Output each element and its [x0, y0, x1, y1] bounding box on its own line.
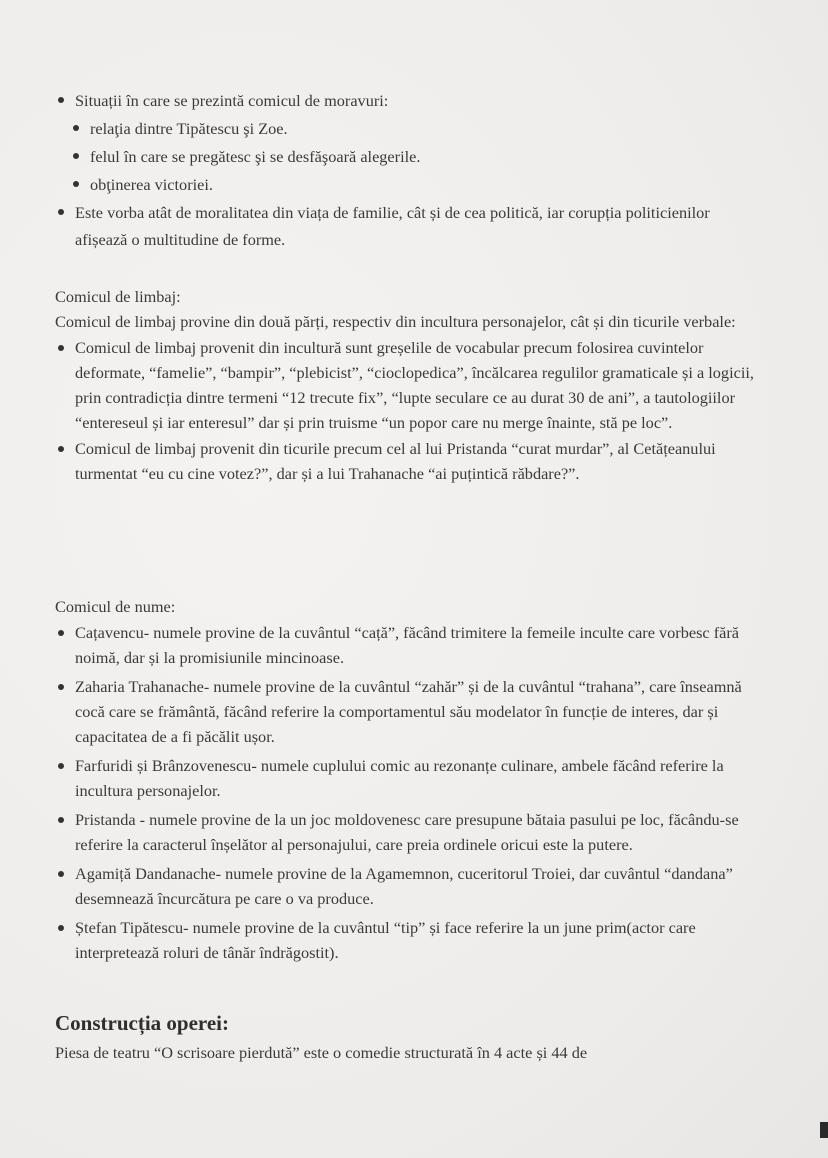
- list-item: relaţia dintre Tipătescu şi Zoe.: [70, 115, 775, 143]
- paragraph: Piesa de teatru “O scrisoare pierdută” este o comedie structurată în 4 acte și 44 de: [55, 1043, 588, 1062]
- section-title: Construcția operei:: [55, 1011, 229, 1035]
- list-item: Zaharia Trahanache- numele provine de la cuvântul “zahăr” și de la cuvântul “trahana”, care înseamnă cocă care se frământă, făcând referire la comportamentul său modelator în funcție de interes, dar și capacitatea de a fi păcălit ușor.: [55, 674, 775, 749]
- list-item: Cațavencu- numele provine de la cuvântul “cață”, făcând trimitere la femeile inculte care vorbesc fără noimă, dar și la promisiunile mincinoase.: [55, 620, 775, 670]
- list-item: Ștefan Tipătescu- numele provine de la cuvântul “tip” și face referire la un june prim(actor care interpretează roluri de tânăr îndrăgostit).: [55, 915, 775, 965]
- list-item: Farfuridi și Brânzovenescu- numele cuplului comic au rezonanțe culinare, ambele făcând referire la incultura personajelor.: [55, 753, 775, 803]
- section-comic-limbaj: [55, 284, 775, 486]
- section-constructia-operei: [55, 1011, 775, 1065]
- section-comic-moravuri: [55, 87, 775, 253]
- list-item: Comicul de limbaj provenit din incultură sunt greșelile de vocabular precum folosirea cuvintelor deformate, “famelie”, “bampir”, “plebicist”, “cioclopedica”, încălcarea regulilor gramaticale și a logicii, prin contradicția dintre termeni “12 trecute fix”, “lupte seculare ce au durat 30 de ani”, a tautologiilor “entereseul și iar enteresul” dar și prin truisme “un popor care nu merge înainte, stă pe loc”.: [55, 335, 775, 435]
- section-comic-nume: [55, 594, 775, 969]
- list-item: Agamiță Dandanache- numele provine de la Agamemnon, cuceritorul Troiei, dar cuvântul “dandana” desemnează încurcătura pe care o va produce.: [55, 861, 775, 911]
- scan-edge-mark: [820, 1122, 828, 1138]
- list-item: Este vorba atât de moralitatea din viața de familie, cât și de cea politică, iar corupția politicienilor afișează o multitudine de forme.: [55, 199, 775, 253]
- list-item: Pristanda - numele provine de la un joc moldovenesc care presupune bătaia pasului pe loc, făcându-se referire la caracterul înșelător al personajului, care preia ordinele oricui este la putere.: [55, 807, 775, 857]
- section-heading: Comicul de nume:: [55, 597, 176, 616]
- list-item: Situații în care se prezintă comicul de moravuri:: [55, 87, 775, 115]
- paragraph: Comicul de limbaj provine din două părți, respectiv din incultura personajelor, cât și din ticurile verbale:: [55, 312, 736, 331]
- list-item: felul în care se pregătesc şi se desfăşoară alegerile.: [70, 143, 775, 171]
- list-item: obţinerea victoriei.: [70, 171, 775, 199]
- list-item: Comicul de limbaj provenit din ticurile precum cel al lui Pristanda “curat murdar”, al Cetățeanului turmentat “eu cu cine votez?”, dar și a lui Trahanache “ai puțintică răbdare?”.: [55, 436, 775, 486]
- section-heading: Comicul de limbaj:: [55, 287, 181, 306]
